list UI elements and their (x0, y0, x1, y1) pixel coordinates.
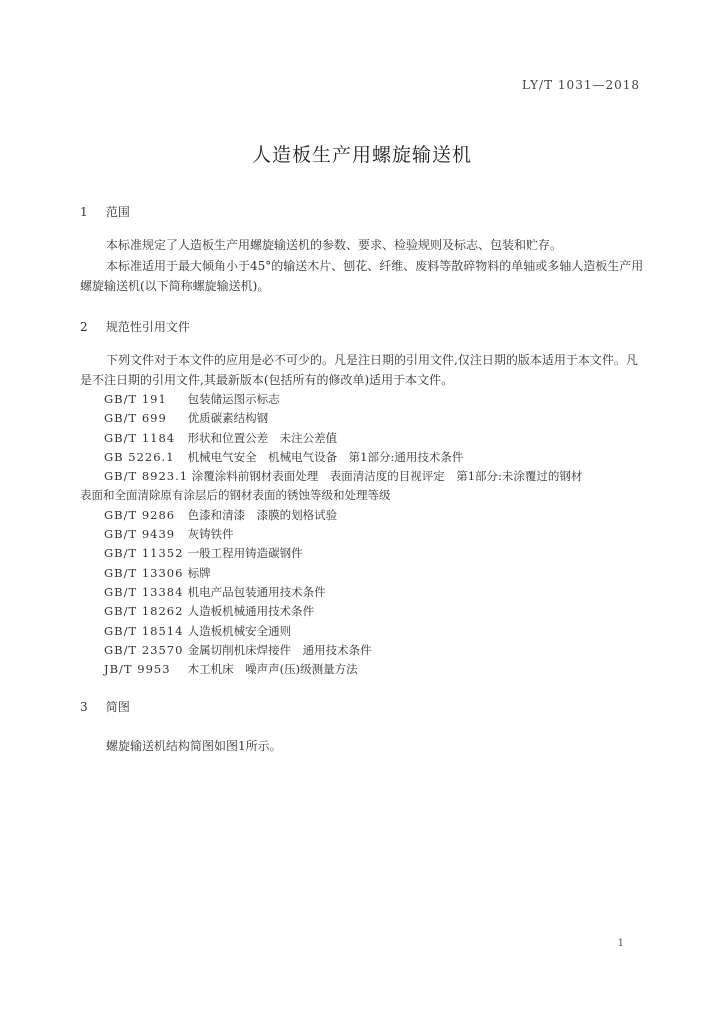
reference-title: 灰铸铁件 (187, 527, 234, 542)
reference-code: GB/T 8923.1 (104, 469, 189, 484)
page-number: 1 (617, 938, 624, 949)
reference-title: 形状和位置公差 未注公差值 (187, 430, 338, 445)
reference-title: 人造板机械安全通则 (187, 623, 292, 638)
reference-item (104, 525, 582, 544)
reference-item (104, 448, 582, 467)
reference-item (104, 641, 582, 660)
reference-title: 优质碳素结构钢 (187, 411, 269, 426)
reference-title: 色漆和清漆 漆膜的划格试验 (187, 507, 338, 522)
section-title: 规范性引用文件 (105, 320, 190, 334)
reference-title: 机电产品包装通用技术条件 (187, 584, 326, 599)
paragraph: 下列文件对于本文件的应用是必不可少的。凡是注日期的引用文件,仅注日期的版本适用于本文件。凡是不注日期的引用文件,其最新版本(包括所有的修改单)适用于本文件。 (80, 353, 638, 387)
reference-item (104, 660, 582, 679)
reference-title: 包装储运图示标志 (187, 392, 280, 406)
reference-code: GB/T 13306 (104, 565, 184, 580)
section-title: 范围 (105, 205, 130, 219)
reference-list (80, 390, 583, 679)
paragraph: 螺旋输送机结构简图如图1所示。 (106, 739, 282, 753)
section-number: 2 (80, 320, 88, 334)
reference-item (104, 602, 582, 621)
reference-title: 机械电气安全 机械电气设备 第1部分:通用技术条件 (187, 449, 464, 464)
reference-title: 木工机床 噪声声(压)级测量方法 (187, 662, 358, 677)
section-number: 3 (80, 700, 88, 714)
reference-item (104, 409, 582, 428)
reference-code: GB/T 9286 (104, 507, 176, 522)
reference-title-continued: 表面和全面清除原有涂层后的钢材表面的锈蚀等级和处理等级 (80, 488, 391, 503)
reference-title: 人造板机械通用技术条件 (187, 604, 315, 619)
section-number: 1 (80, 205, 88, 219)
page-title: 人造板生产用螺旋输送机 (251, 144, 472, 166)
reference-code: GB/T 18514 (104, 623, 184, 638)
section-heading-1 (80, 203, 130, 220)
reference-item (104, 564, 582, 583)
reference-item (104, 622, 582, 641)
reference-code: GB/T 191 (104, 392, 167, 406)
reference-title: 金属切削机床焊接件 通用技术条件 (187, 642, 372, 657)
reference-code: JB/T 9953 (104, 662, 171, 677)
reference-code: GB/T 699 (104, 411, 167, 426)
reference-item (104, 506, 582, 525)
reference-item (104, 429, 582, 448)
reference-code: GB/T 18262 (104, 604, 184, 619)
reference-item (104, 467, 582, 486)
reference-title: 标牌 (187, 565, 211, 580)
reference-code: GB 5226.1 (104, 449, 175, 464)
reference-title: 一般工程用铸造碳钢件 (187, 546, 303, 561)
reference-item (104, 544, 582, 563)
reference-code: GB/T 1184 (104, 430, 176, 445)
reference-item-continued (80, 486, 582, 505)
section-title: 简图 (105, 700, 130, 714)
reference-item (104, 390, 582, 409)
reference-title: 涂覆涂料前钢材表面处理 表面清洁度的目视评定 第1部分:未涂覆过的钢材 (191, 469, 583, 484)
paragraph: 本标准规定了人造板生产用螺旋输送机的参数、要求、检验规则及标志、包装和贮存。 (106, 238, 563, 252)
section-heading-2 (80, 318, 190, 335)
section-heading-3 (80, 698, 130, 715)
reference-item (104, 583, 582, 602)
reference-code: GB/T 9439 (104, 527, 176, 542)
paragraph: 本标准适用于最大倾角小于45°的输送木片、刨花、纤维、废料等散碎物料的单轴或多轴人造板生产用螺旋输送机(以下简称螺旋输送机)。 (80, 259, 644, 293)
reference-code: GB/T 13384 (104, 584, 184, 599)
document-code: LY/T 1031—2018 (521, 78, 640, 92)
reference-code: GB/T 23570 (104, 642, 184, 657)
reference-code: GB/T 11352 (104, 546, 184, 561)
